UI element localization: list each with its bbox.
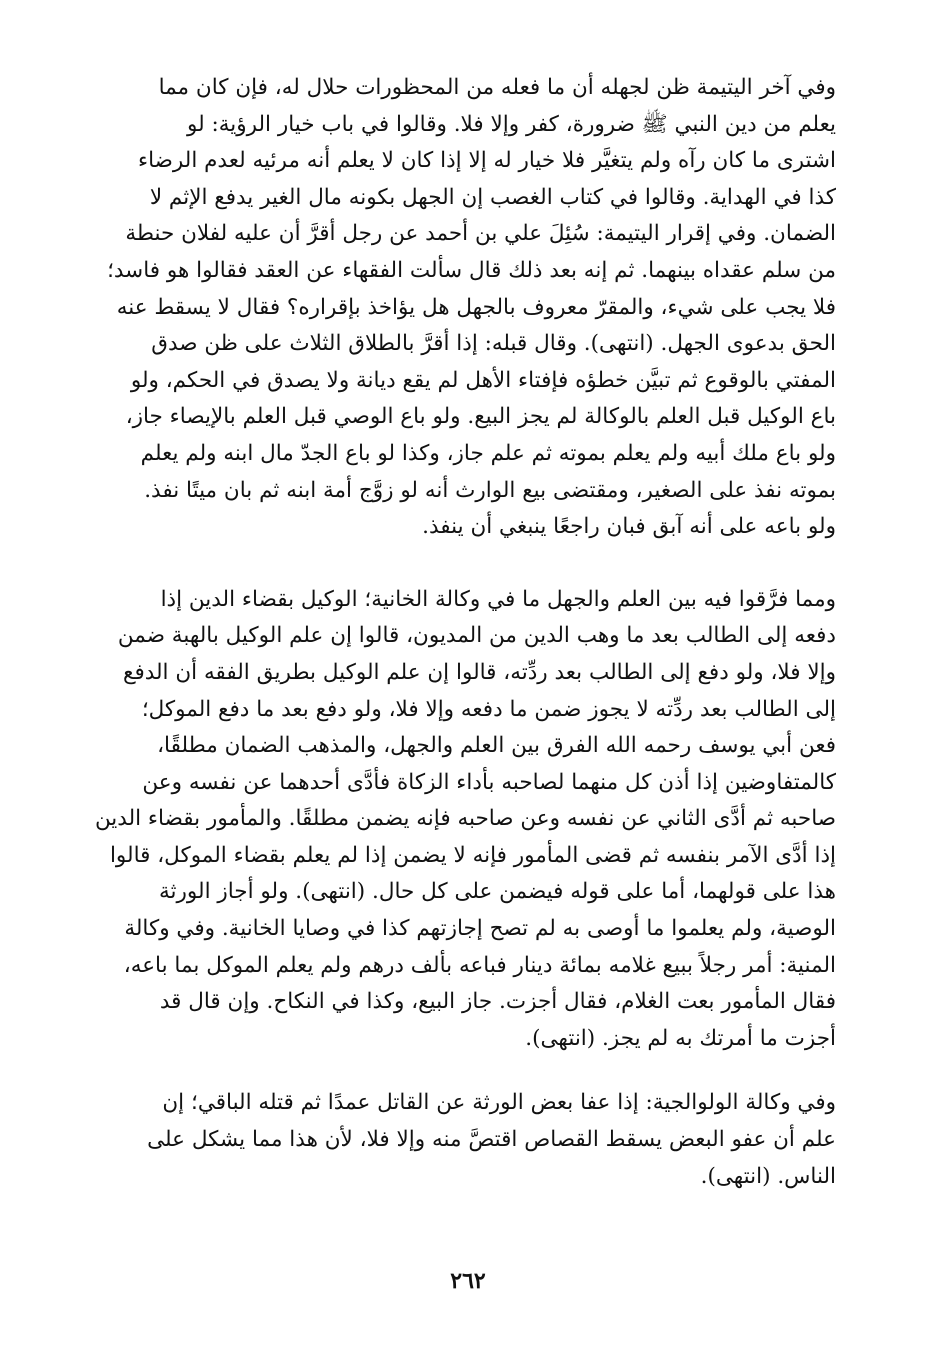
paragraph-2 <box>72 582 836 1058</box>
text-line: بموته نفذ على الصغير، ومقتضى بيع الوارث أنه لو زوَّج أمة ابنه ثم بان ميتًا نفذ. <box>144 477 836 503</box>
text-line: إلى الطالب بعد ردِّته لا يجوز ضمن ما دفعه وإلا فلا، ولو دفع بعد ما دفع الموكل؛ <box>141 696 836 722</box>
text-line: وإلا فلا، ولو دفع إلى الطالب بعد ردِّته، قالوا إن علم الوكيل بطريق الفقه أن الدفع <box>123 659 836 685</box>
page-number: ٢٦٢ <box>450 1268 486 1294</box>
text-line: ولو باع ملك أبيه ولم يعلم بموته ثم علم جاز، وكذا لو باع الجدّ مال ابنه ولم يعلم <box>140 440 836 466</box>
text-line: الضمان. وفي إقرار اليتيمة: سُئِلَ علي بن أحمد عن رجل أقرَّ أن عليه لفلان حنطة <box>125 221 836 247</box>
text-line: فلا يجب على شيء، والمقرّ معروف بالجهل هل يؤاخذ بإقراره؟ فقال لا يسقط عنه <box>116 294 836 320</box>
text-line: الناس. (انتهى). <box>700 1163 836 1189</box>
text-line: هذا على قولهما، أما على قوله فيضمن على كل حال. (انتهى). ولو أجاز الورثة <box>159 879 836 905</box>
text-line: وفي وكالة الولوالجية: إذا عفا بعض الورثة عن القاتل عمدًا ثم قتله الباقي؛ إن <box>162 1090 836 1116</box>
text-line: باع الوكيل قبل العلم بالوكالة لم يجز البيع. ولو باع الوصي قبل العلم بالإيصاء جاز، <box>125 404 836 430</box>
text-line: كالمتفاوضين إذا أذن كل منهما لصاحبه بأداء الزكاة فأدَّى أحدهما عن نفسه وعن <box>142 769 836 795</box>
text-line: المنية: أمر رجلاً ببيع غلامه بمائة دينار فباعه بألف درهم ولم يعلم الموكل بما باعه، <box>123 952 836 978</box>
text-line: صاحبه ثم أدَّى الثاني عن نفسه وعن صاحبه فإنه يضمن مطلقًا. والمأمور بقضاء الدين <box>94 806 836 832</box>
text-line: أجزت ما أمرتك به لم يجز. (انتهى). <box>525 1025 836 1051</box>
text-line: إذا أدَّى الآمر بنفسه ثم قضى المأمور فإنه لا يضمن إذا لم يعلم بقضاء الموكل، قالوا <box>109 842 836 868</box>
text-line: كذا في الهداية. وقالوا في كتاب الغصب إن الجهل بكونه مال الغير يدفع الإثم لا <box>149 184 836 210</box>
text-line: وفي آخر اليتيمة ظن لجهله أن ما فعله من المحظورات حلال له، فإن كان مما <box>158 75 836 100</box>
text-line: الوصية، ولم يعلموا ما أوصى به لم تصح إجازتهم كذا في وصايا الخانية. وفي وكالة <box>124 916 836 942</box>
text-line: فقال المأمور بعت الغلام، فقال أجزت. جاز البيع، وكذا في النكاح. وإن قال قد <box>159 989 836 1015</box>
text-line: اشترى ما كان رآه ولم يتغيَّر فلا خيار له إلا إذا كان لا يعلم أنه مرئيه لعدم الرضاء <box>137 148 836 174</box>
paragraph-1 <box>72 70 836 546</box>
text-line: يعلم من دين النبي ﷺ ضرورة، كفر وإلا فلا. وقالوا في باب خيار الرؤية: لو <box>187 111 836 137</box>
text-line: علم أن عفو البعض يسقط القصاص اقتصَّ منه وإلا فلا، لأن هذا مما يشكل على <box>147 1127 836 1153</box>
paragraph-3 <box>72 1085 836 1195</box>
text-line: ولو باعه على أنه آبق فبان راجعًا ينبغي أن ينفذ. <box>422 514 836 540</box>
text-line: من سلم عقداه بينهما. ثم إنه بعد ذلك قال سألت الفقهاء عن العقد فقالوا هو فاسد؛ <box>107 257 836 283</box>
text-line: فعن أبي يوسف رحمه الله الفرق بين العلم والجهل، والمذهب الضمان مطلقًا، <box>157 733 836 759</box>
text-line: دفعه إلى الطالب بعد ما وهب الدين من المديون، قالوا إن علم الوكيل بالهبة ضمن <box>117 623 836 649</box>
text-line: ومما فرَّقوا فيه بين العلم والجهل ما في وكالة الخانية؛ الوكيل بقضاء الدين إذا <box>160 586 836 612</box>
document-page <box>72 70 836 1195</box>
text-line: الحق بدعوى الجهل. (انتهى). وقال قبله: إذا أقرَّ بالطلاق الثلاث على ظن صدق <box>151 331 836 357</box>
text-line: المفتي بالوقوع ثم تبيَّن خطؤه فإفتاء الأهل لم يقع ديانة ولا يصدق في الحكم، ولو <box>130 367 836 393</box>
